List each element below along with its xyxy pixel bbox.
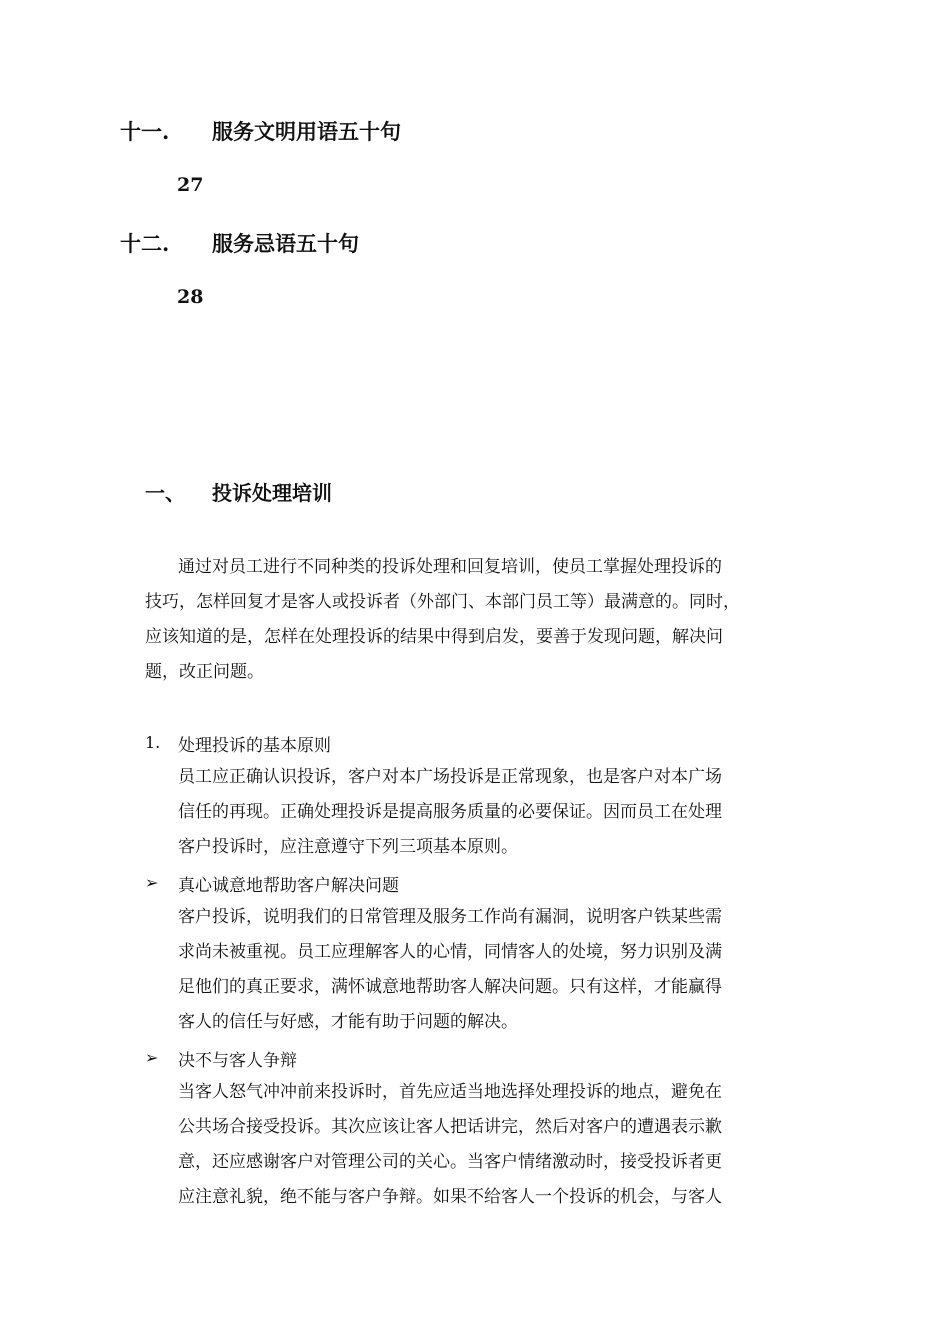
paragraph-line: 客人的信任与好感，才能有助于问题的解决。 [178, 1012, 518, 1032]
paragraph-line: 技巧，怎样回复才是客人或投诉者（外部门、本部门员工等）最满意的。同时， [145, 592, 740, 612]
section-number: 一、 [145, 481, 185, 505]
paragraph-line: 当客人怒气冲冲前来投诉时，首先应适当地选择处理投诉的地点，避免在 [178, 1082, 722, 1102]
list-number: 1. [145, 733, 161, 752]
bullet-heading: 决不与客人争辩 [178, 1051, 297, 1071]
toc-entry-number: 十二. [120, 231, 170, 256]
intro-paragraph [145, 550, 805, 690]
toc-entry-number: 十一. [120, 119, 170, 144]
bullet-body [178, 900, 808, 1040]
bullet-heading: 真心诚意地帮助客户解决问题 [178, 876, 399, 896]
paragraph-line: 应注意礼貌，绝不能与客户争辩。如果不给客人一个投诉的机会，与客人 [178, 1187, 722, 1207]
paragraph-line: 信任的再现。正确处理投诉是提高服务质量的必要保证。因而员工在处理 [178, 802, 722, 822]
toc-entry-page: 27 [177, 174, 204, 196]
paragraph-line: 员工应正确认识投诉，客户对本广场投诉是正常现象，也是客户对本广场 [178, 767, 722, 787]
paragraph-line: 意，还应感谢客户对管理公司的关心。当客户情绪激动时，接受投诉者更 [178, 1152, 722, 1172]
paragraph-line: 题，改正问题。 [145, 662, 264, 682]
paragraph-line: 客户投诉，说明我们的日常管理及服务工作尚有漏洞，说明客户铁某些需 [178, 907, 722, 927]
toc-entry-title: 服务文明用语五十句 [212, 119, 401, 144]
paragraph-line: 应该知道的是，怎样在处理投诉的结果中得到启发，要善于发现问题，解决问 [145, 627, 723, 647]
paragraph-line: 通过对员工进行不同种类的投诉处理和回复培训，使员工掌握处理投诉的 [178, 557, 722, 577]
paragraph-line: 公共场合接受投诉。其次应该让客人把话讲完，然后对客户的遭遇表示歉 [178, 1117, 722, 1137]
toc-entry-title: 服务忌语五十句 [212, 231, 359, 256]
bullet-body [178, 1075, 808, 1215]
list-item-heading: 处理投诉的基本原则 [178, 736, 331, 756]
paragraph-line: 客户投诉时，应注意遵守下列三项基本原则。 [178, 837, 518, 857]
arrow-bullet-icon: ➢ [145, 1048, 159, 1067]
toc-entry-page: 28 [177, 286, 204, 308]
paragraph-line: 足他们的真正要求，满怀诚意地帮助客人解决问题。只有这样，才能赢得 [178, 977, 722, 997]
section-title: 投诉处理培训 [212, 481, 332, 505]
paragraph-line: 求尚未被重视。员工应理解客人的心情，同情客人的处境，努力识别及满 [178, 942, 722, 962]
arrow-bullet-icon: ➢ [145, 873, 159, 892]
list-item-body [178, 760, 808, 865]
